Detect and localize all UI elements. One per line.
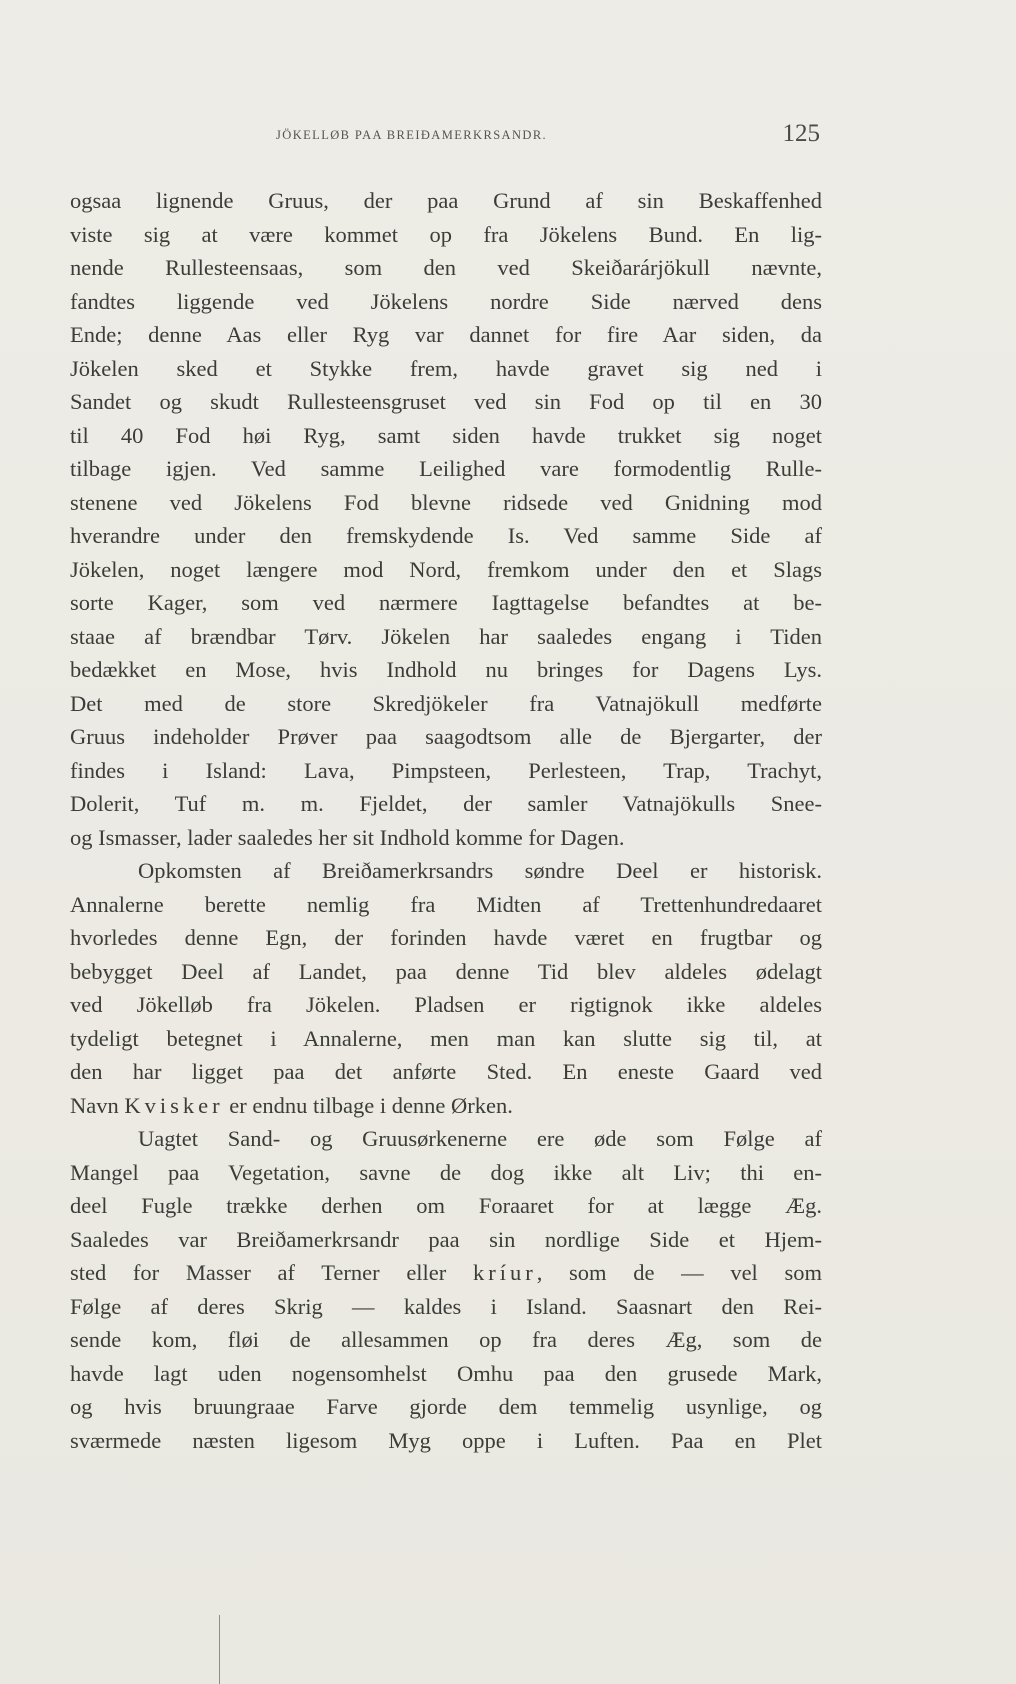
text-fragment: , som de — vel som <box>536 1260 823 1285</box>
scan-edge-mark <box>0 1615 220 1684</box>
text-line: Ende; denne Aas eller Ryg var dannet for fire Aar siden, da <box>70 322 822 347</box>
text-line: fandtes liggende ved Jökelens nordre Side nærved dens <box>70 288 822 314</box>
text-line: og hvis bruungraae Farve gjorde dem temmelig usynlige, og <box>70 1394 822 1419</box>
text-line: ved Jökelløb fra Jökelen. Pladsen er rigtignok ikke aldeles <box>70 992 822 1017</box>
text-line: tydeligt betegnet i Annalerne, men man kan slutte sig til, at <box>70 1025 822 1051</box>
text-line: Gruus indeholder Prøver paa saagodtsom alle de Bjergarter, der <box>70 724 822 749</box>
text-line: Det med de store Skredjökeler fra Vatnajökull medførte <box>70 690 822 716</box>
text-line: Mangel paa Vegetation, savne de dog ikke alt Liv; thi en- <box>70 1159 822 1185</box>
text-line: bedækket en Mose, hvis Indhold nu bringes for Dagens Lys. <box>70 657 822 682</box>
text-line: staae af brændbar Tørv. Jökelen har saaledes engang i Tiden <box>70 623 822 649</box>
text-line: Opkomsten af Breiðamerkrsandrs søndre Deel er historisk. <box>138 858 822 883</box>
body-text <box>70 184 822 1457</box>
place-name: Kvisker <box>124 1092 224 1118</box>
text-line: stenene ved Jökelens Fod blevne ridsede ved Gnidning mod <box>70 489 822 515</box>
text-line: Jökelen, noget længere mod Nord, fremkom under den et Slags <box>70 556 822 582</box>
text-line <box>70 1089 822 1123</box>
text-line: den har ligget paa det anførte Sted. En eneste Gaard ved <box>70 1059 822 1084</box>
text-line: Annalerne berette nemlig fra Midten af Trettenhundredaaret <box>70 891 822 917</box>
running-title: JÖKELLØB PAA BREIÐAMERKRSANDR. <box>276 128 548 142</box>
text-line: deel Fugle trække derhen om Foraaret for at lægge Æg. <box>70 1193 822 1218</box>
text-line: hvorledes denne Egn, der forinden havde været en frugtbar og <box>70 925 822 950</box>
text-line: havde lagt uden nogensomhelst Omhu paa den grusede Mark, <box>70 1360 822 1386</box>
text-line: sende kom, fløi de allesammen op fra deres Æg, som de <box>70 1327 822 1352</box>
text-line: til 40 Fod høi Ryg, samt siden havde trukket sig noget <box>70 422 822 448</box>
page-header <box>70 120 820 150</box>
text-line: bebygget Deel af Landet, paa denne Tid blev aldeles ødelagt <box>70 958 822 984</box>
text-line: ogsaa lignende Gruus, der paa Grund af sin Beskaffenhed <box>70 188 822 213</box>
text-line: Uagtet Sand- og Gruusørkenerne ere øde som Følge af <box>138 1126 822 1151</box>
text-line: hverandre under den fremskydende Is. Ved samme Side af <box>70 523 822 548</box>
text-line: sværmede næsten ligesom Myg oppe i Luften. Paa en Plet <box>70 1427 822 1453</box>
text-fragment: sted for Masser af Terner eller <box>70 1260 447 1285</box>
bird-name: kríur <box>472 1260 537 1285</box>
text-line <box>70 1256 822 1290</box>
text-line: tilbage igjen. Ved samme Leilighed vare formodentlig Rulle- <box>70 456 822 481</box>
text-line: Sandet og skudt Rullesteensgruset ved sin Fod op til en 30 <box>70 389 822 414</box>
text-line: Dolerit, Tuf m. m. Fjeldet, der samler Vatnajökulls Snee- <box>70 791 822 816</box>
text-line: sorte Kager, som ved nærmere Iagttagelse befandtes at be- <box>70 590 822 615</box>
text-line: og Ismasser, lader saaledes her sit Indhold komme for Dagen. <box>70 824 625 850</box>
text-line: Saaledes var Breiðamerkrsandr paa sin nordlige Side et Hjem- <box>70 1226 822 1252</box>
text-line: viste sig at være kommet op fra Jökelens Bund. En lig- <box>70 221 822 247</box>
text-fragment: er endnu tilbage i denne Ørken. <box>229 1092 513 1118</box>
text-line: Jökelen sked et Stykke frem, havde gravet sig ned i <box>70 355 822 381</box>
page-number: 125 <box>782 120 820 147</box>
text-fragment: Navn <box>70 1092 119 1118</box>
text-line: Følge af deres Skrig — kaldes i Island. Saasnart den Rei- <box>70 1293 822 1319</box>
text-line: findes i Island: Lava, Pimpsteen, Perlesteen, Trap, Trachyt, <box>70 757 822 783</box>
text-line: nende Rullesteensaas, som den ved Skeiðarárjökull nævnte, <box>70 255 822 280</box>
